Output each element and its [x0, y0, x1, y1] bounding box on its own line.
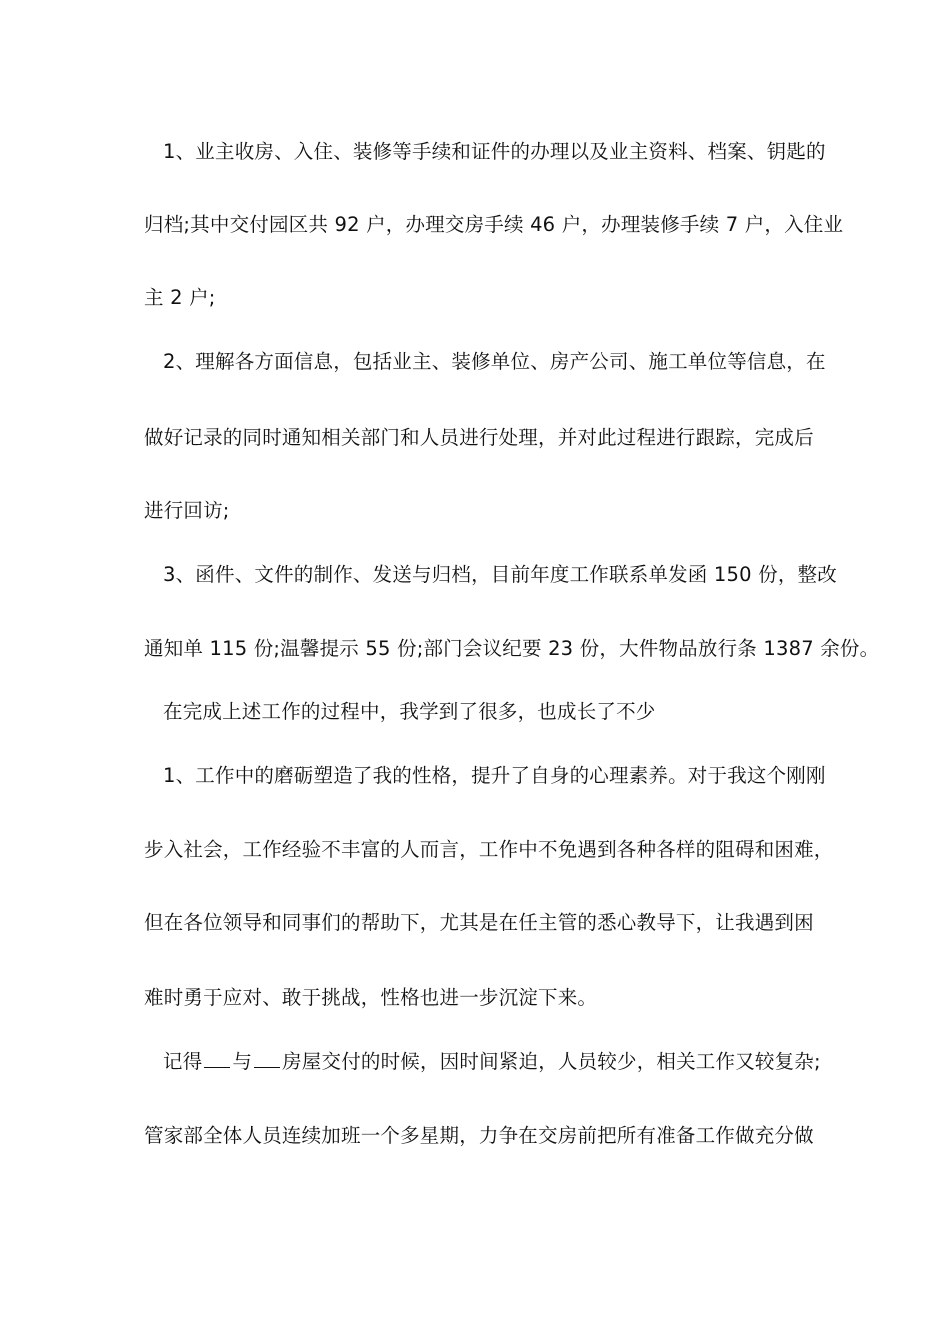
blank-underline: [254, 1047, 280, 1068]
paragraph-line: 1、业主收房、入住、装修等手续和证件的办理以及业主资料、档案、钥匙的: [163, 140, 826, 163]
remember-text-start: 记得: [163, 1050, 203, 1073]
paragraph-line: 做好记录的同时通知相关部门和人员进行处理，并对此过程进行跟踪，完成后: [144, 426, 814, 449]
paragraph-line: 进行回访;: [144, 499, 230, 522]
remember-line: [163, 1047, 821, 1076]
paragraph-line: 通知单 115 份;温馨提示 55 份;部门会议纪要 23 份，大件物品放行条 1387 余份。: [144, 637, 880, 660]
blank-underline: [204, 1047, 230, 1068]
paragraph-line: 但在各位领导和同事们的帮助下，尤其是在任主管的悉心教导下，让我遇到困: [144, 911, 814, 934]
remember-text-middle: 与: [232, 1050, 253, 1073]
paragraph-line: 在完成上述工作的过程中，我学到了很多，也成长了不少: [163, 700, 656, 723]
paragraph-line: 3、函件、文件的制作、发送与归档，目前年度工作联系单发函 150 份，整改: [163, 563, 837, 586]
paragraph-line: 2、理解各方面信息，包括业主、装修单位、房产公司、施工单位等信息，在: [163, 350, 826, 373]
paragraph-line: 步入社会，工作经验不丰富的人而言，工作中不免遇到各种各样的阻碍和困难，: [144, 838, 834, 861]
paragraph-line: 管家部全体人员连续加班一个多星期，力争在交房前把所有准备工作做充分做: [144, 1124, 814, 1147]
paragraph-line: 归档;其中交付园区共 92 户，办理交房手续 46 户，办理装修手续 7 户，入住业: [144, 213, 844, 236]
paragraph-line: 难时勇于应对、敢于挑战，性格也进一步沉淀下来。: [144, 986, 598, 1009]
remember-text-end: 房屋交付的时候，因时间紧迫，人员较少，相关工作又较复杂;: [282, 1050, 821, 1073]
paragraph-line: 1、工作中的磨砺塑造了我的性格，提升了自身的心理素养。对于我这个刚刚: [163, 764, 826, 787]
paragraph-line: 主 2 户;: [144, 286, 216, 309]
